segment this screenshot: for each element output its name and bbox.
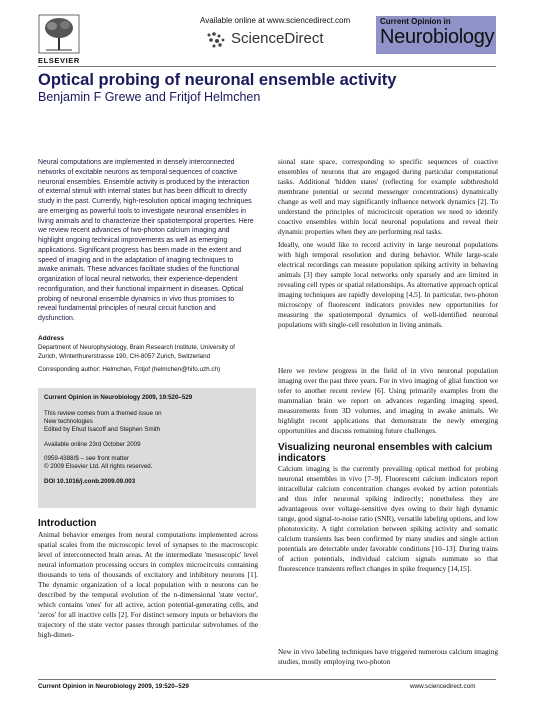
sciencedirect-wordmark: ScienceDirect [231, 30, 324, 47]
journal-name-main: Neurobiology [380, 26, 495, 48]
info-journal-citation: Current Opinion in Neurobiology 2009, 19:520–529 [44, 394, 193, 401]
elsevier-tree-logo-icon [38, 14, 80, 54]
sciencedirect-dots-icon [205, 30, 227, 50]
info-editors: Edited by Ehud Isacoff and Stephen Smith [44, 426, 161, 433]
info-theme-intro: This review comes from a themed issue on [44, 410, 162, 417]
body-paragraph-1: sional state space, corresponding to specific sequences of coactive ensembles of neurons that are engaged during particular computational tasks. Additional 'hidden states' (reflecting for example subthreshold membrane potential or second messenger concentrations) dynamically change as well and may significantly influence network dynamics [2]. To understand the principles of microcircuit operation we need to identify coactive ensembles within local neuronal populations and reveal their dynamic properties when they are performing real tasks. [278, 157, 498, 236]
body-paragraph-5: New in vivo labeling techniques have triggered numerous calcium imaging studies, mostly employing two-photon [278, 647, 498, 666]
info-issn: 0959-4388/$ – see front matter [44, 455, 129, 462]
footer-citation: Current Opinion in Neurobiology 2009, 19:520–529 [38, 683, 189, 690]
section-heading-calcium: Visualizing neuronal ensembles with calcium indicators [278, 442, 493, 464]
publisher-name: ELSEVIER [38, 56, 80, 65]
footer-website-link[interactable]: www.sciencedirect.com [410, 683, 476, 690]
introduction-text: Animal behavior emerges from neural computations implemented across spatial scales from the microscopic level of synapses to the macroscopic level of interconnected brain areas. At the intermediate 'mesoscopic' level neural information processing occurs in complex microcircuits containing thousands to tens of thousands of excitatory and inhibitory neurons [1]. The dynamic organization of a local population with n neurons can be described by the temporal evolution of the n-dimensional 'state vector', which contains 'ones' for all active, action potential-generating cells, and 'zeros' for all inactive cells [2]. For distinct sensory inputs or behaviors the trajectory of the state vector passes through particular subvolumes of the high-dimen- [38, 530, 258, 639]
article-authors: Benjamin F Grewe and Fritjof Helmchen [38, 90, 261, 104]
body-paragraph-3: Here we review progress in the field of in vivo neuronal population imaging over the past three years. For in vivo imaging of glial function we refer to another recent review [6]. Using primarily examples from the mammalian brain we report on advances regarding imaging speed, measurements from 3D volumes, and imaging in awake animals. We highlight recent applications that demonstrate the newly emerging opportunities and discuss remaining future challenges. [278, 366, 498, 435]
info-copyright: © 2009 Elsevier Ltd. All rights reserved. [44, 463, 153, 470]
abstract-text: Neural computations are implemented in densely interconnected networks of excitable neurons as temporal sequences of coactive neuronal ensembles. Ensemble activity is produced by the interaction of external stimuli with internal states but has been difficult to directly study in the past. Currently, high-resolution optical imaging techniques are emerging as powerful tools to investigate neuronal ensembles in living animals and to characterize their spatiotemporal properties. Here we review recent advances of two-photon calcium imaging and highlight ongoing technical improvements as well as emerging applications. Significant progress has been made in the extent and speed of imaging and in the adaptation of imaging techniques to awake animals. These advances facilitate studies of the functional organization of local neural networks, their experience-dependent reconfiguration, and their functional impairment in diseases. Optical probing of neuronal ensemble dynamics in vivo thus promises to reveal fundamental principles of neural circuit function and dysfunction. [38, 159, 254, 322]
introduction-heading: Introduction [38, 518, 97, 529]
available-online-text: Available online at www.sciencedirect.com [200, 16, 351, 25]
article-title: Optical probing of neuronal ensemble activity [38, 71, 397, 89]
corresponding-author: Corresponding author: Helmchen, Fritjof (helmchen@hifo.uzh.ch) [38, 366, 221, 373]
address-text: Department of Neurophysiology, Brain Research Institute, University of Zurich, Winterthurerstrasse 190, CH-8057 Zurich, Switzerland [38, 344, 235, 360]
footer-divider [38, 679, 496, 680]
body-paragraph-4: Calcium imaging is the currently prevailing optical method for probing neuronal ensembles in vivo [7–9]. Fluorescent calcium indicators report intracellular calcium concentration changes evoked by action potentials and thus infer neuronal spiking indirectly; nonetheless they are advantageous over voltage-sensitive dyes owing to their high dynamic range, good signal-to-noise ratio (SNR), versatile labeling options, and low phototoxicity. A tight correlation between spiking activity and somatic calcium transients has been confirmed by many studies and single action potentials are detectable under favorable conditions [10–13]. During trains of action potentials, individual calcium signals summate so that fluorescence transients reflect changes in spike frequency [14,15]. [278, 464, 498, 573]
body-paragraph-2: Ideally, one would like to record activity in large neuronal populations with high temporal resolution and during behavior. While large-scale electrical recordings can measure population spiking activity in behaving animals [3] they sample local networks only sparsely and are limited in revealing cell types or spatial relationships. As alternative approach optical imaging techniques are rapidly developing [4,5]. In particular, two-photon microscopy of fluorescent indicators provides new opportunities for measuring the spatiotemporal dynamics of well-identified neuronal populations with single-cell resolution in living animals. [278, 240, 498, 329]
info-theme-name: New technologies [44, 418, 93, 425]
header-divider [38, 66, 496, 67]
info-available-date: Available online 23rd October 2009 [44, 441, 141, 448]
journal-name-top: Current Opinion in [380, 17, 451, 26]
address-heading: Address [38, 335, 65, 342]
info-doi-link[interactable]: DOI 10.1016/j.conb.2009.09.003 [44, 478, 136, 485]
